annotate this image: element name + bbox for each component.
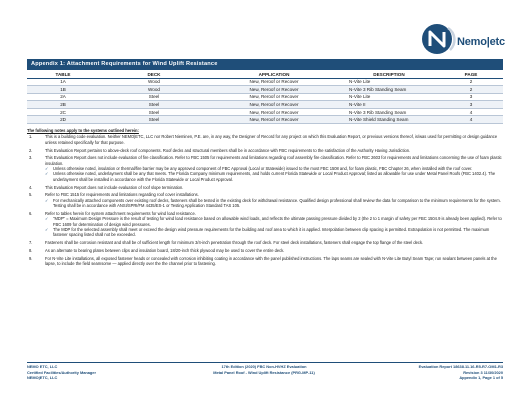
note-body — [45, 148, 503, 153]
cell-application: New, Reroof or Recover — [209, 116, 339, 124]
table-row — [27, 86, 503, 94]
cell-application: New, Reroof or Recover — [209, 86, 339, 94]
footer-edition: 17th Edition (2020) FBC Non-HVHZ Evaluation — [221, 364, 307, 369]
col-header-deck: DECK — [99, 71, 209, 78]
cell-deck: Steel — [99, 93, 209, 101]
cell-table: 2A — [27, 93, 99, 101]
cell-application: New, Reroof or Recover — [209, 78, 339, 86]
col-header-table: TABLE — [27, 71, 99, 78]
table-header-row — [27, 71, 503, 78]
table-row — [27, 101, 503, 109]
note-subitem-text: Unless otherwise noted, insulation or thermal/fire barrier may be any approved component of FBC Approval (Local or Statewide) issued to the most FBC 1508 and, for foam plastic, FBC Chapter 26, when installed with the roof cover. — [53, 166, 473, 172]
checkmark-icon: ✓ — [45, 216, 49, 222]
cell-deck: Wood — [99, 78, 209, 86]
footer-center — [178, 364, 350, 375]
note-number: 7. — [29, 240, 33, 246]
cell-application: New, Reroof or Recover — [209, 108, 339, 116]
cell-description: N-Vite 3 Rib Standing Seam — [339, 108, 439, 116]
footer-revision: Revision 3 11/30/2020 — [463, 369, 503, 375]
checkmark-icon: ✓ — [45, 171, 49, 177]
footer-company: NEMO ETC, LLC — [27, 364, 58, 369]
note-body — [45, 155, 503, 182]
logo-wordmark: Nemo|etc — [457, 36, 505, 48]
cell-deck: Steel — [99, 101, 209, 109]
section-title: Appendix 1: Attachment Requirements for Wind Uplift Resistance — [27, 59, 503, 70]
notes-section — [27, 128, 503, 269]
note-item — [27, 185, 503, 190]
cell-page: 2 — [439, 86, 503, 94]
cell-table: 2C — [27, 108, 99, 116]
cell-description: N-Vite Lite — [339, 78, 439, 86]
notes-heading: The following notes apply to the systems outlined herein: — [27, 128, 139, 133]
cell-description: N-Vite Lite — [339, 93, 439, 101]
note-item — [27, 148, 503, 153]
note-text: Refer to FBC 1515 for requirements and limitations regarding roof cover installations. — [45, 192, 199, 198]
cell-deck: Wood — [99, 86, 209, 94]
cell-page: 3 — [439, 93, 503, 101]
footer-report-number: Evaluation Report 18638.11.16-R5-R7-OM1-R3 — [418, 364, 503, 369]
note-item — [27, 248, 503, 253]
footer-copyright: NEMO|ETC, LLC — [27, 375, 58, 381]
cell-deck: Steel — [99, 108, 209, 116]
note-subitem — [45, 227, 503, 238]
note-item — [27, 211, 503, 238]
footer-right — [419, 364, 503, 381]
checkmark-icon: ✓ — [45, 226, 49, 232]
note-text: For N-Vite Lite installations, all exposed fastener heads or concealed with corrosion inhibiting coating in accordance with the panel published instructions. The laps seams are sealed with N-Vite Lite Butyl Seam Tape; run sealant between panels at the lapse, to include the field seamsome — applied directly over the the channel prior to fastening. — [45, 255, 497, 266]
note-number: 9. — [29, 255, 33, 261]
cell-table: 1A — [27, 78, 99, 86]
note-subitem-text: For mechanically attached components over existing roof decks, fasteners shall be tested in the existing deck for withdrawal resistance. Qualified design professional shall review the data for comparison to the minimum requirements for the system. Testing shall be in accordance with ANSI/SPRI/FM 4435/ES-1 or Testing Application Standard TAS 105. — [53, 197, 501, 209]
note-body — [45, 248, 503, 253]
cell-deck: Steel — [99, 116, 209, 124]
cell-page: 2 — [439, 78, 503, 86]
note-text: This Evaluation Report pertains to above-deck roof components. Roof decks and structural members shall be in accordance with FBC requirements to the satisfaction of the Authority Having Jurisdiction. — [45, 147, 411, 153]
footer-role: Certified Facilities/Authority Manager — [27, 369, 96, 375]
note-body — [45, 240, 503, 245]
table-row — [27, 93, 503, 101]
note-body — [45, 256, 503, 267]
table-row — [27, 78, 503, 86]
note-item — [27, 256, 503, 267]
note-subitem-text: The MDP for the selected assembly shall meet or exceed the design wind pressure requirements for the building and roof area to which it is applied. Interpolation between clip spacing is permitted. Extrapolation is not permitted. The maximum fastener spacing listed shall not be exceeded. — [53, 226, 490, 238]
note-subitem — [45, 216, 503, 227]
note-body — [45, 134, 503, 145]
cell-description: N-Vite 3 Rib Standing Seam — [339, 86, 439, 94]
note-number: 2. — [29, 147, 33, 153]
cell-description: N-Vite Shield Standing Seam — [339, 116, 439, 124]
checkmark-icon: ✓ — [45, 197, 49, 203]
cell-application: New, Reroof or Recover — [209, 93, 339, 101]
note-text: Fasteners shall be corrosion resistant and shall be of sufficient length for minimum 3/4-inch penetration through the roof deck. For steel deck installations, fasteners shall engage the top flange of the steel deck. — [45, 240, 424, 246]
note-number: 8. — [29, 247, 33, 253]
cell-description: N-Vite II — [339, 101, 439, 109]
note-text: This is a building code evaluation. Neither NEMO|ETC, LLC nor Robert Nieminen, P.E. are, in any way, the Designer of Record for any project on which this Evaluation Report, or previous versions thereof, is/was used for permitting or design guidance unless retained specifically for that purpose. — [45, 134, 498, 145]
cell-page: 3 — [439, 101, 503, 109]
note-subitem-text: "MDP" = Maximum Design Pressure is the result of testing for wind load resistance based on allowable wind loads, and reflects the ultimate passing pressure divided by 2 (the 2 to 1 margin of safety per FBC 1504.9 is already been applied). Refer to FBC 1609 for determination of design wind pressures. — [53, 216, 502, 227]
footer-page-number: Appendix 1, Page 1 of 5 — [459, 375, 503, 381]
attachment-table — [27, 71, 503, 124]
checkmark-icon: ✓ — [45, 166, 49, 172]
nemo-etc-logo — [421, 22, 513, 56]
table-row — [27, 116, 503, 124]
note-number: 3. — [29, 155, 33, 161]
note-number: 5. — [29, 192, 33, 198]
note-number: 4. — [29, 184, 33, 190]
col-header-page: PAGE — [439, 71, 503, 78]
note-body — [45, 185, 503, 190]
footer-left — [27, 364, 96, 381]
note-text: As an alternate to bearing plates between clips and insulation board, 18/20-inch thick plywood may be used to cover the entire deck. — [45, 247, 285, 253]
footer-rule — [27, 362, 503, 363]
cell-application: New, Reroof or Recover — [209, 101, 339, 109]
cell-page: 4 — [439, 116, 503, 124]
note-item — [27, 134, 503, 145]
note-subitem — [45, 198, 503, 209]
note-body — [45, 211, 503, 238]
note-text: This Evaluation Report does not include evaluation of roof slope termination. — [45, 184, 184, 190]
footer-subject: Metal Panel Roof - Wind Uplift Resistance (PRG-MP-11) — [213, 369, 315, 375]
cell-page: 4 — [439, 108, 503, 116]
note-number: 6. — [29, 210, 33, 216]
cell-table: 2D — [27, 116, 99, 124]
note-text: This Evaluation Report does not include evaluation of fire classification. Refer to FBC 1505 for requirements and limitations regarding roof assembly fire classification. Refer to FBC 2603 for requirements and limitations concerning the use of foam plastic insulation. — [45, 155, 502, 166]
note-body — [45, 192, 503, 208]
note-item — [27, 192, 503, 208]
table-row — [27, 108, 503, 116]
note-subitem-text: Unless otherwise noted, underlayment shall be any that meets. The Florida Company minimum requirements, and holds current Florida Statewide or Local Product Approval; listed as allowable for use under Metal Panel Roofs (FBC 1402.4). The underlayment shall be installed in accordance with the Florida Statewide or Local Product Approval. — [53, 171, 496, 182]
note-number: 1. — [29, 134, 33, 140]
note-item — [27, 240, 503, 245]
note-item — [27, 155, 503, 182]
col-header-description: DESCRIPTION — [339, 71, 439, 78]
cell-table: 2B — [27, 101, 99, 109]
note-subitem — [45, 171, 503, 182]
cell-table: 1B — [27, 86, 99, 94]
note-text: Refer to tables herein for system attachment requirements for wind load resistance. — [45, 210, 196, 216]
col-header-application: APPLICATION — [209, 71, 339, 78]
